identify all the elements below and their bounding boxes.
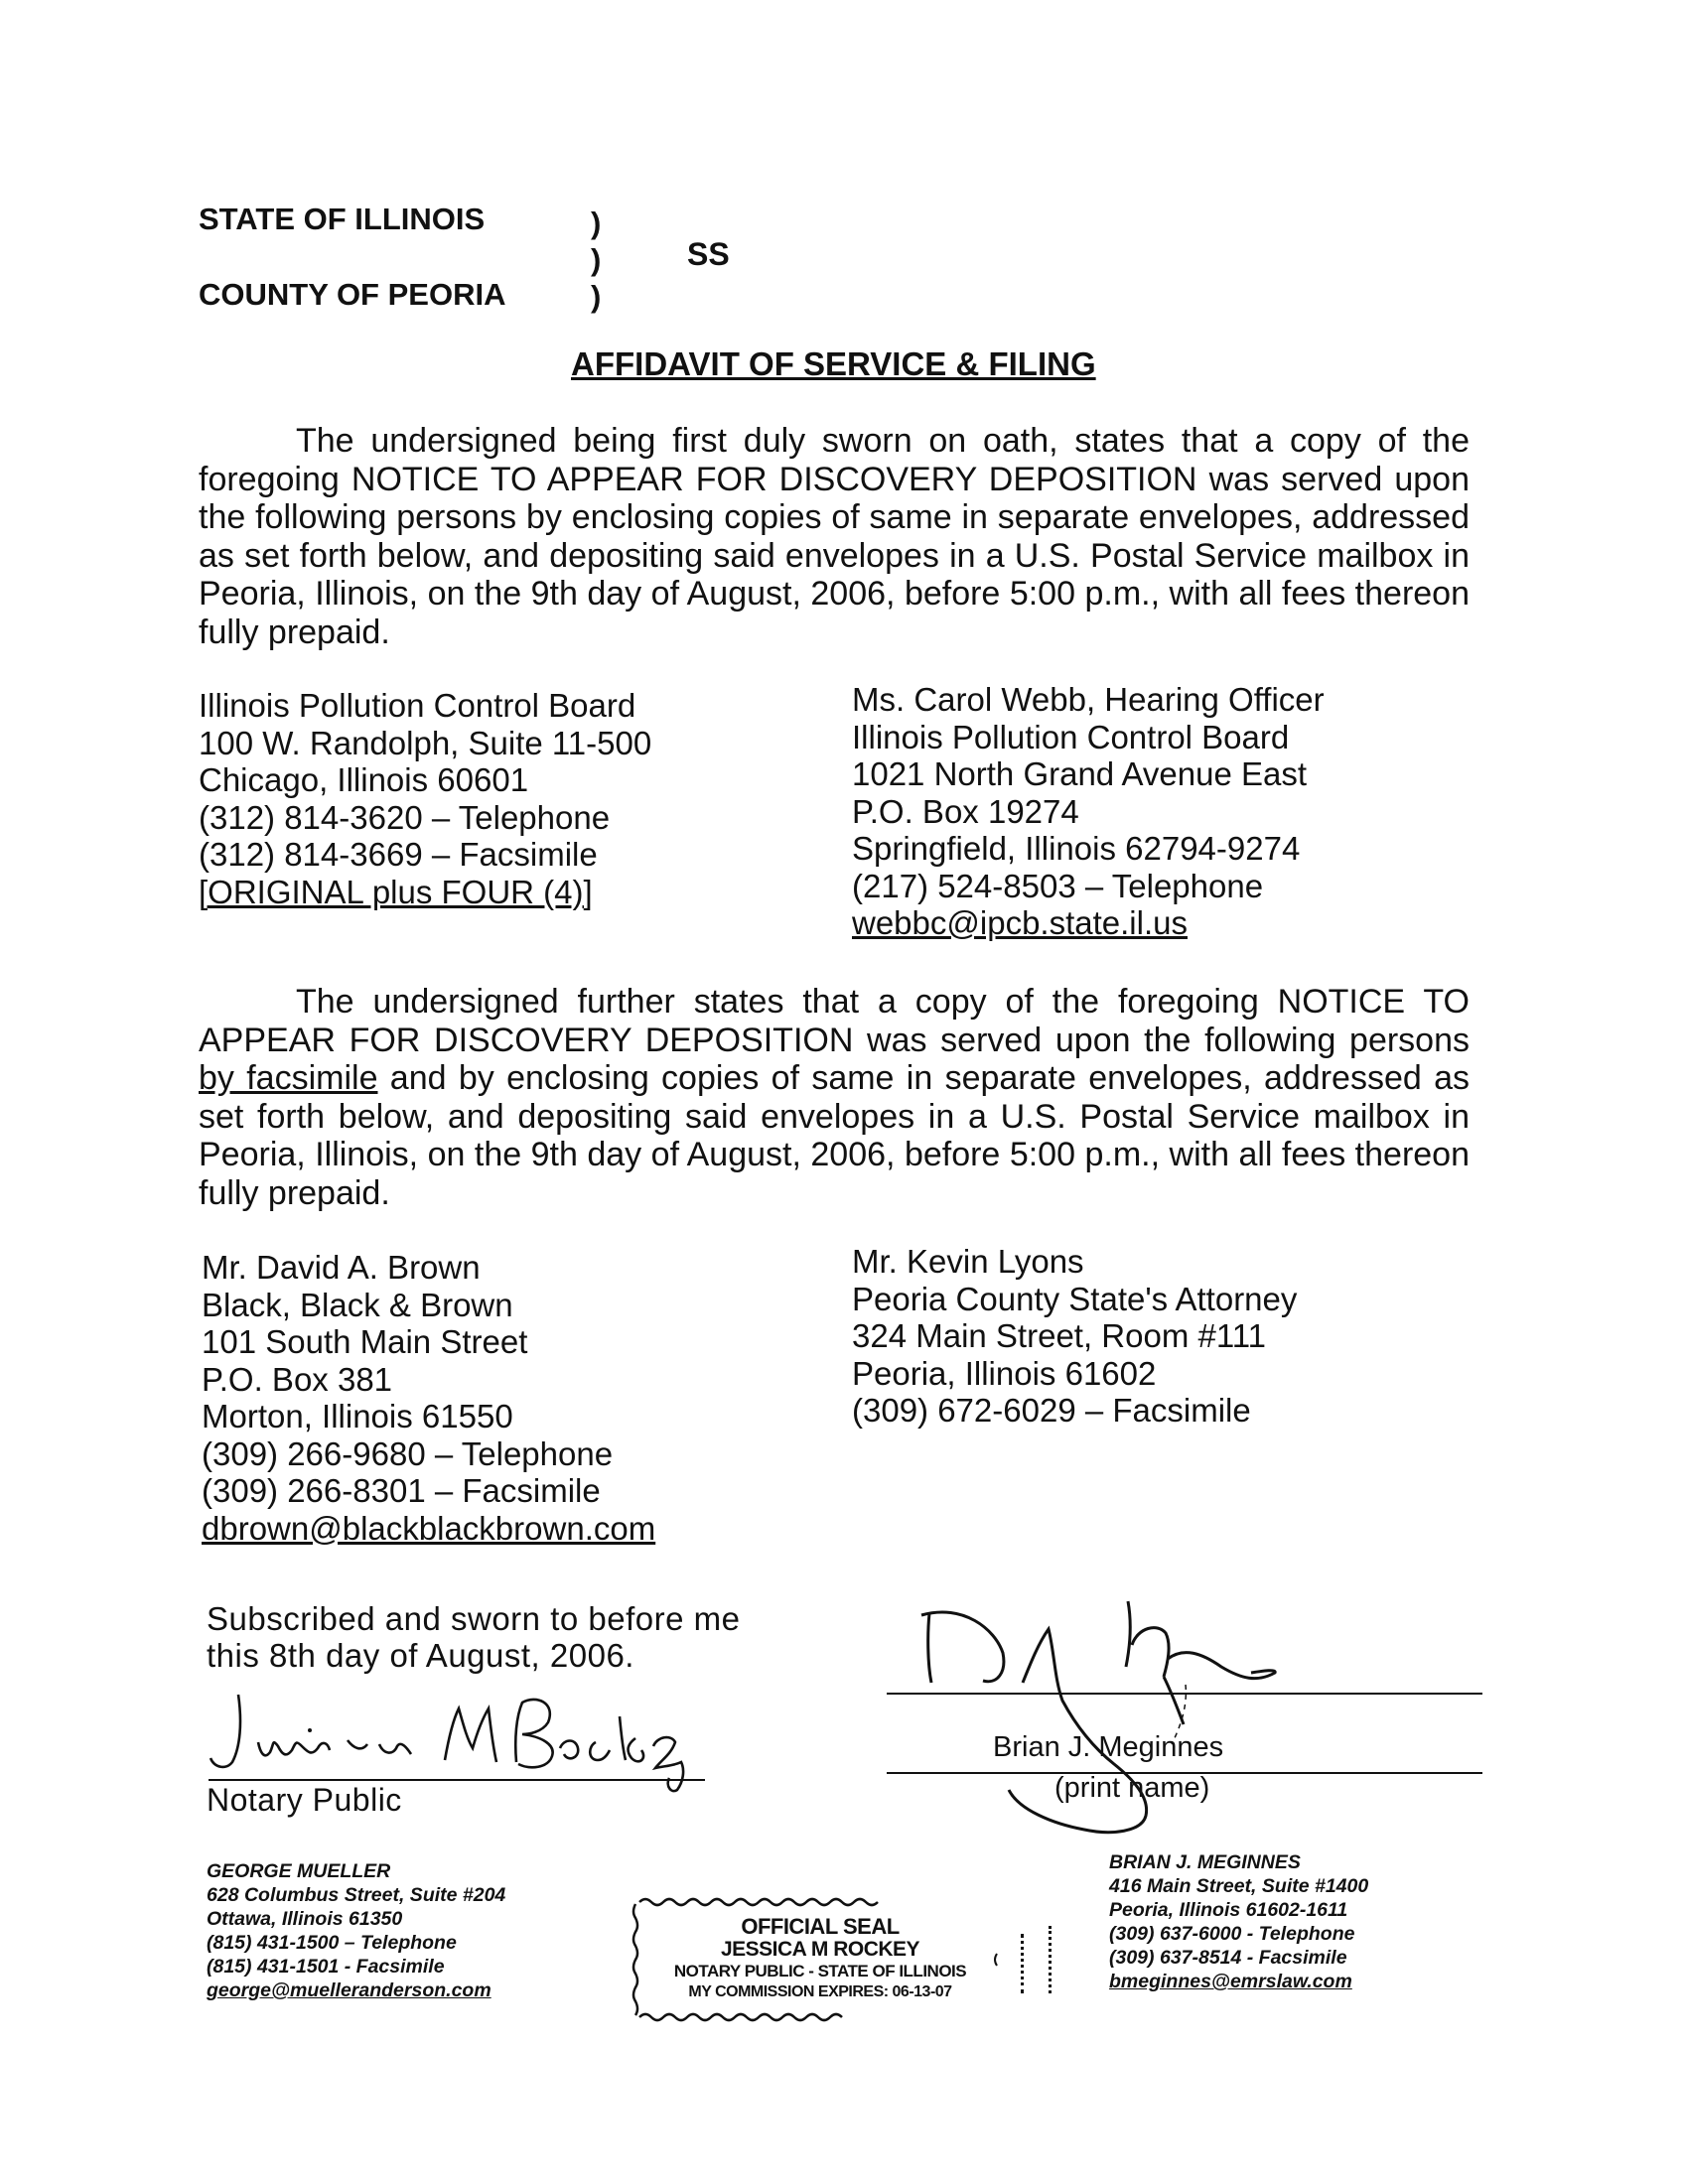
address-kevin-lyons bbox=[852, 1243, 1297, 1430]
address-line: Peoria, Illinois 61602 bbox=[852, 1354, 1157, 1392]
notary-public-label: Notary Public bbox=[207, 1782, 402, 1818]
caption-county: COUNTY OF PEORIA bbox=[199, 277, 506, 312]
address-line: Black, Black & Brown bbox=[202, 1286, 513, 1323]
email-link[interactable]: webbc@ipcb.state.il.us bbox=[852, 904, 1188, 941]
seal-dots bbox=[1021, 1934, 1030, 1993]
caption-ss: SS bbox=[687, 236, 730, 272]
jurat-line: Subscribed and sworn to before me bbox=[207, 1600, 741, 1637]
address-line: (309) 672-6029 – Facsimile bbox=[852, 1392, 1251, 1429]
address-ipcb-chicago bbox=[199, 687, 651, 910]
attorney-line: 416 Main Street, Suite #1400 bbox=[1109, 1875, 1369, 1897]
address-line: Illinois Pollution Control Board bbox=[852, 718, 1290, 755]
email-link[interactable]: dbrown@blackblackbrown.com bbox=[202, 1509, 656, 1547]
attorney-block-meginnes bbox=[1109, 1850, 1368, 1993]
jurat bbox=[207, 1600, 740, 1674]
address-line: Ms. Carol Webb, Hearing Officer bbox=[852, 681, 1325, 718]
service-paragraph-1-text: The undersigned being first duly sworn on oath, states that a copy of the foregoing NOTICE TO APPEAR FOR DISCOVERY DEPOSITION was served upon the following persons by enclosing copies of same in separate envelopes, addressed as set forth below, and depositing said envelopes in a U.S. Postal Service mailbox in Peoria, Illinois, on the 9th day of August, 2006, before 5:00 p.m., with all fees thereon fully prepaid. bbox=[199, 422, 1470, 651]
email-link[interactable]: george@muelleranderson.com bbox=[207, 1979, 491, 2001]
attorney-line: Ottawa, Illinois 61350 bbox=[207, 1908, 403, 1930]
attorney-name: GEORGE MUELLER bbox=[207, 1860, 391, 1882]
seal-notary: NOTARY PUBLIC - STATE OF ILLINOIS bbox=[673, 1962, 967, 1980]
seal-dots bbox=[1049, 1926, 1057, 1993]
caption-paren: ) bbox=[591, 205, 602, 240]
attorney-name: BRIAN J. MEGINNES bbox=[1109, 1851, 1301, 1873]
address-hearing-officer bbox=[852, 681, 1325, 942]
address-line: P.O. Box 381 bbox=[202, 1360, 393, 1398]
attorney-line: (815) 431-1501 - Facsimile bbox=[207, 1956, 445, 1978]
address-line: Peoria County State's Attorney bbox=[852, 1280, 1298, 1317]
jurat-line: this 8th day of August, 2006. bbox=[207, 1637, 634, 1674]
address-line: Mr. David A. Brown bbox=[202, 1249, 481, 1286]
attorney-line: (309) 637-8514 - Facsimile bbox=[1109, 1947, 1347, 1969]
signer-name: Brian J. Meginnes bbox=[993, 1731, 1224, 1763]
address-line: (217) 524-8503 – Telephone bbox=[852, 867, 1264, 904]
email-link[interactable]: bmeginnes@emrslaw.com bbox=[1109, 1971, 1352, 1992]
address-line: [ORIGINAL plus FOUR (4)] bbox=[199, 873, 593, 910]
seal-expires: MY COMMISSION EXPIRES: 06-13-07 bbox=[688, 1983, 952, 2000]
affiant-signature-line bbox=[887, 1693, 1482, 1695]
address-line: 324 Main Street, Room #111 bbox=[852, 1317, 1267, 1354]
address-line: Morton, Illinois 61550 bbox=[202, 1398, 513, 1434]
address-line: 1021 North Grand Avenue East bbox=[852, 755, 1308, 792]
address-line: Springfield, Illinois 62794-9274 bbox=[852, 830, 1301, 867]
seal-title: OFFICIAL SEAL bbox=[741, 1914, 900, 1939]
address-david-brown bbox=[202, 1249, 655, 1547]
caption-paren: ) bbox=[591, 242, 602, 277]
address-line: (312) 814-3620 – Telephone bbox=[199, 798, 611, 836]
address-line: (309) 266-8301 – Facsimile bbox=[202, 1472, 601, 1509]
caption-state: STATE OF ILLINOIS bbox=[199, 202, 486, 236]
address-line: P.O. Box 19274 bbox=[852, 792, 1079, 830]
address-line: 101 South Main Street bbox=[202, 1323, 528, 1360]
address-line: Chicago, Illinois 60601 bbox=[199, 761, 529, 798]
attorney-line: Peoria, Illinois 61602-1611 bbox=[1109, 1899, 1348, 1921]
document-title: AFFIDAVIT OF SERVICE & FILING bbox=[571, 345, 1096, 382]
attorney-line: 628 Columbus Street, Suite #204 bbox=[207, 1884, 506, 1906]
attorney-line: (815) 431-1500 – Telephone bbox=[207, 1932, 457, 1954]
facsimile-emphasis: by facsimile bbox=[199, 1059, 378, 1097]
service-paragraph-2-text: and by enclosing copies of same in separate envelopes, addressed as set forth below, and depositing said envelopes in a U.S. Postal Service mailbox in Peoria, Illinois, on the 9th day of August, 2006, before 5:00 p.m., with all fees thereon fully prepaid. bbox=[199, 1059, 1470, 1212]
attorney-block-mueller bbox=[207, 1859, 505, 2002]
notary-signature-line bbox=[209, 1779, 705, 1781]
address-line: (309) 266-9680 – Telephone bbox=[202, 1434, 614, 1472]
seal-name: JESSICA M ROCKEY bbox=[720, 1938, 920, 1961]
service-paragraph-1 bbox=[199, 422, 1470, 651]
address-line: Mr. Kevin Lyons bbox=[852, 1243, 1084, 1280]
address-line: (312) 814-3669 – Facsimile bbox=[199, 836, 598, 873]
address-line: Illinois Pollution Control Board bbox=[199, 687, 636, 724]
service-paragraph-2-text: The undersigned further states that a copy of the foregoing NOTICE TO APPEAR FOR DISCOVERY DEPOSITION was served upon the following persons bbox=[199, 983, 1470, 1059]
service-paragraph-2 bbox=[199, 983, 1470, 1212]
attorney-line: (309) 637-6000 - Telephone bbox=[1109, 1923, 1355, 1945]
caption-paren: ) bbox=[591, 279, 602, 314]
address-line: 100 W. Randolph, Suite 11-500 bbox=[199, 724, 652, 761]
print-name-label: (print name) bbox=[1054, 1772, 1210, 1804]
